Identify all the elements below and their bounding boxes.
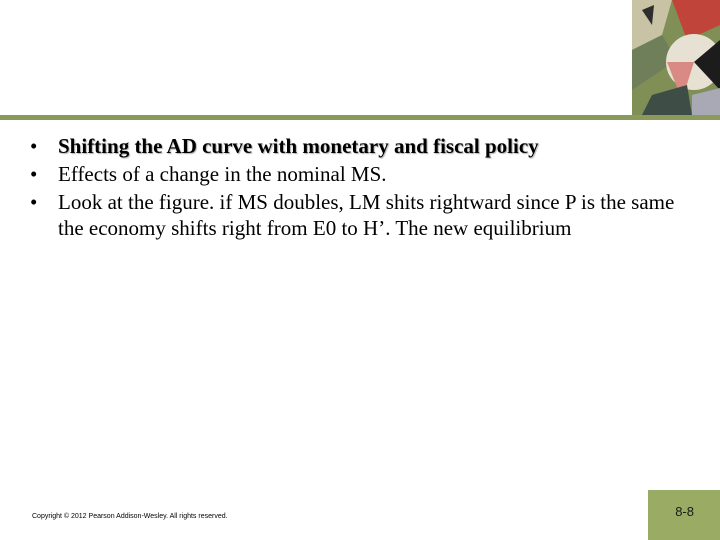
bullet-marker: • bbox=[30, 162, 38, 186]
bullet-marker: • bbox=[30, 134, 38, 158]
bullet-item bbox=[30, 133, 690, 159]
page-number: 8-8 bbox=[675, 504, 694, 519]
bullet-list bbox=[30, 133, 690, 243]
bullet-item bbox=[30, 189, 690, 241]
bullet-text: Shifting the AD curve with monetary and fiscal policy bbox=[58, 134, 539, 158]
page-number-box bbox=[648, 490, 720, 540]
decorative-artwork bbox=[632, 0, 720, 115]
bullet-text: Look at the figure. if MS doubles, LM shits rightward since P is the same the economy shifts right from E0 to H’. The new equilibrium bbox=[58, 190, 675, 240]
copyright-footer: Copyright © 2012 Pearson Addison-Wesley. All rights reserved. bbox=[32, 513, 228, 520]
bullet-item bbox=[30, 161, 690, 187]
bullet-marker: • bbox=[30, 190, 38, 214]
bullet-text: Effects of a change in the nominal MS. bbox=[58, 162, 387, 186]
accent-bar bbox=[0, 115, 720, 120]
